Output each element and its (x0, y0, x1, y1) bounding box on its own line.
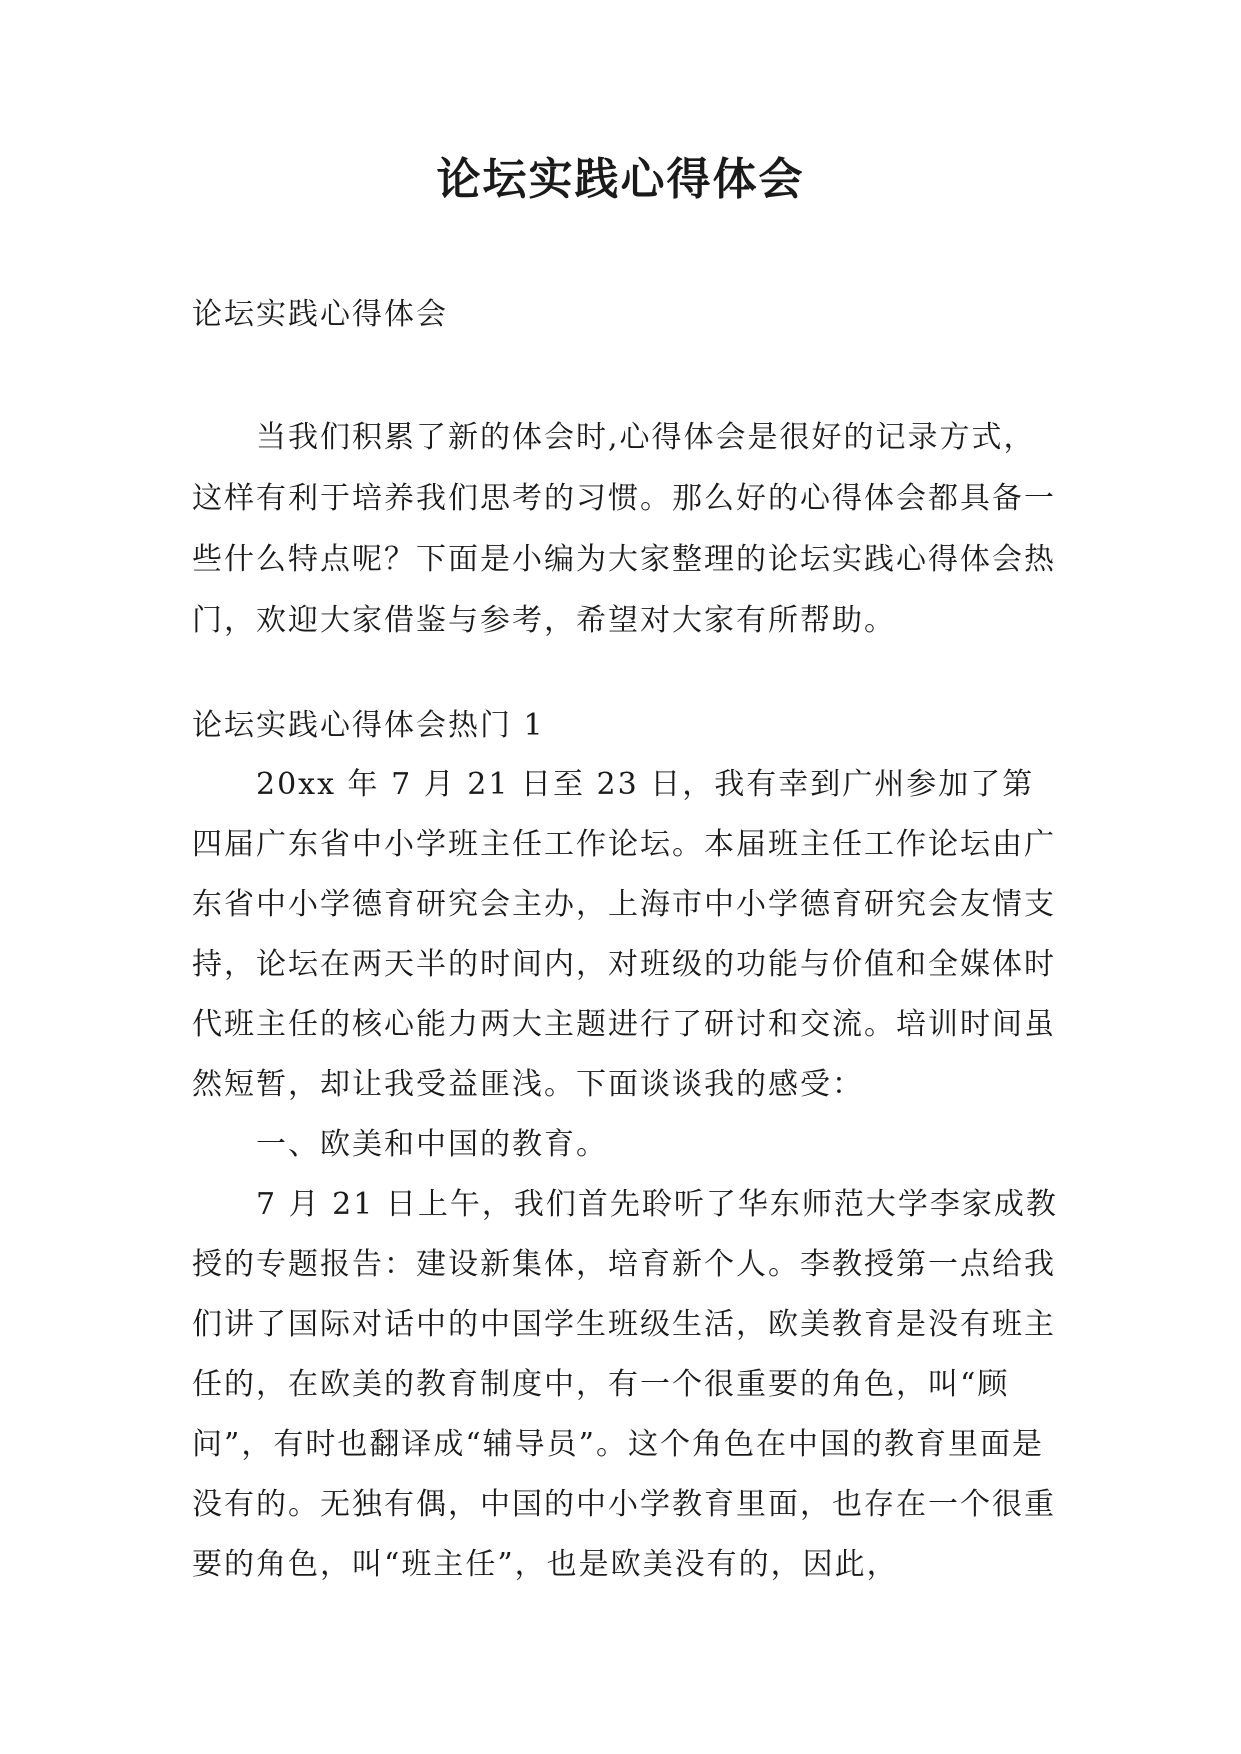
paragraph: 一、欧美和中国的教育。 (256, 1127, 608, 1162)
document-subtitle: 论坛实践心得体会 (192, 297, 448, 332)
intro-paragraph: 当我们积累了新的体会时,心得体会是很好的记录方式，这样有利于培养我们思考的习惯。那么好的心得体会都具备一些什么特点呢？下面是小编为大家整理的论坛实践心得体会热门，欢迎大家借鉴与参考，希望对大家有所帮助。 (192, 420, 1056, 638)
paragraph: 20xx 年 7 月 21 日至 23 日，我有幸到广州参加了第四届广东省中小学班主任工作论坛。本届班主任工作论坛由广东省中小学德育研究会主办，上海市中小学德育研究会友情支持，论坛在两天半的时间内，对班级的功能与价值和全媒体时代班主任的核心能力两大主题进行了研讨和交流。培训时间虽然短暂，却让我受益匪浅。下面谈谈我的感受： (192, 767, 1056, 1102)
section-content (192, 755, 1060, 1595)
paragraph: 7 月 21 日上午，我们首先聆听了华东师范大学李家成教授的专题报告：建设新集体，培育新个人。李教授第一点给我们讲了国际对话中的中国学生班级生活，欧美教育是没有班主任的，在欧美的教育制度中，有一个很重要的角色，叫“顾问”，有时也翻译成“辅导员”。这个角色在中国的教育里面是没有的。无独有偶，中国的中小学教育里面，也存在一个很重要的角色，叫“班主任”，也是欧美没有的，因此， (192, 1187, 1058, 1582)
section-heading: 论坛实践心得体会热门 1 (192, 708, 545, 743)
document-title: 论坛实践心得体会 (436, 154, 805, 205)
